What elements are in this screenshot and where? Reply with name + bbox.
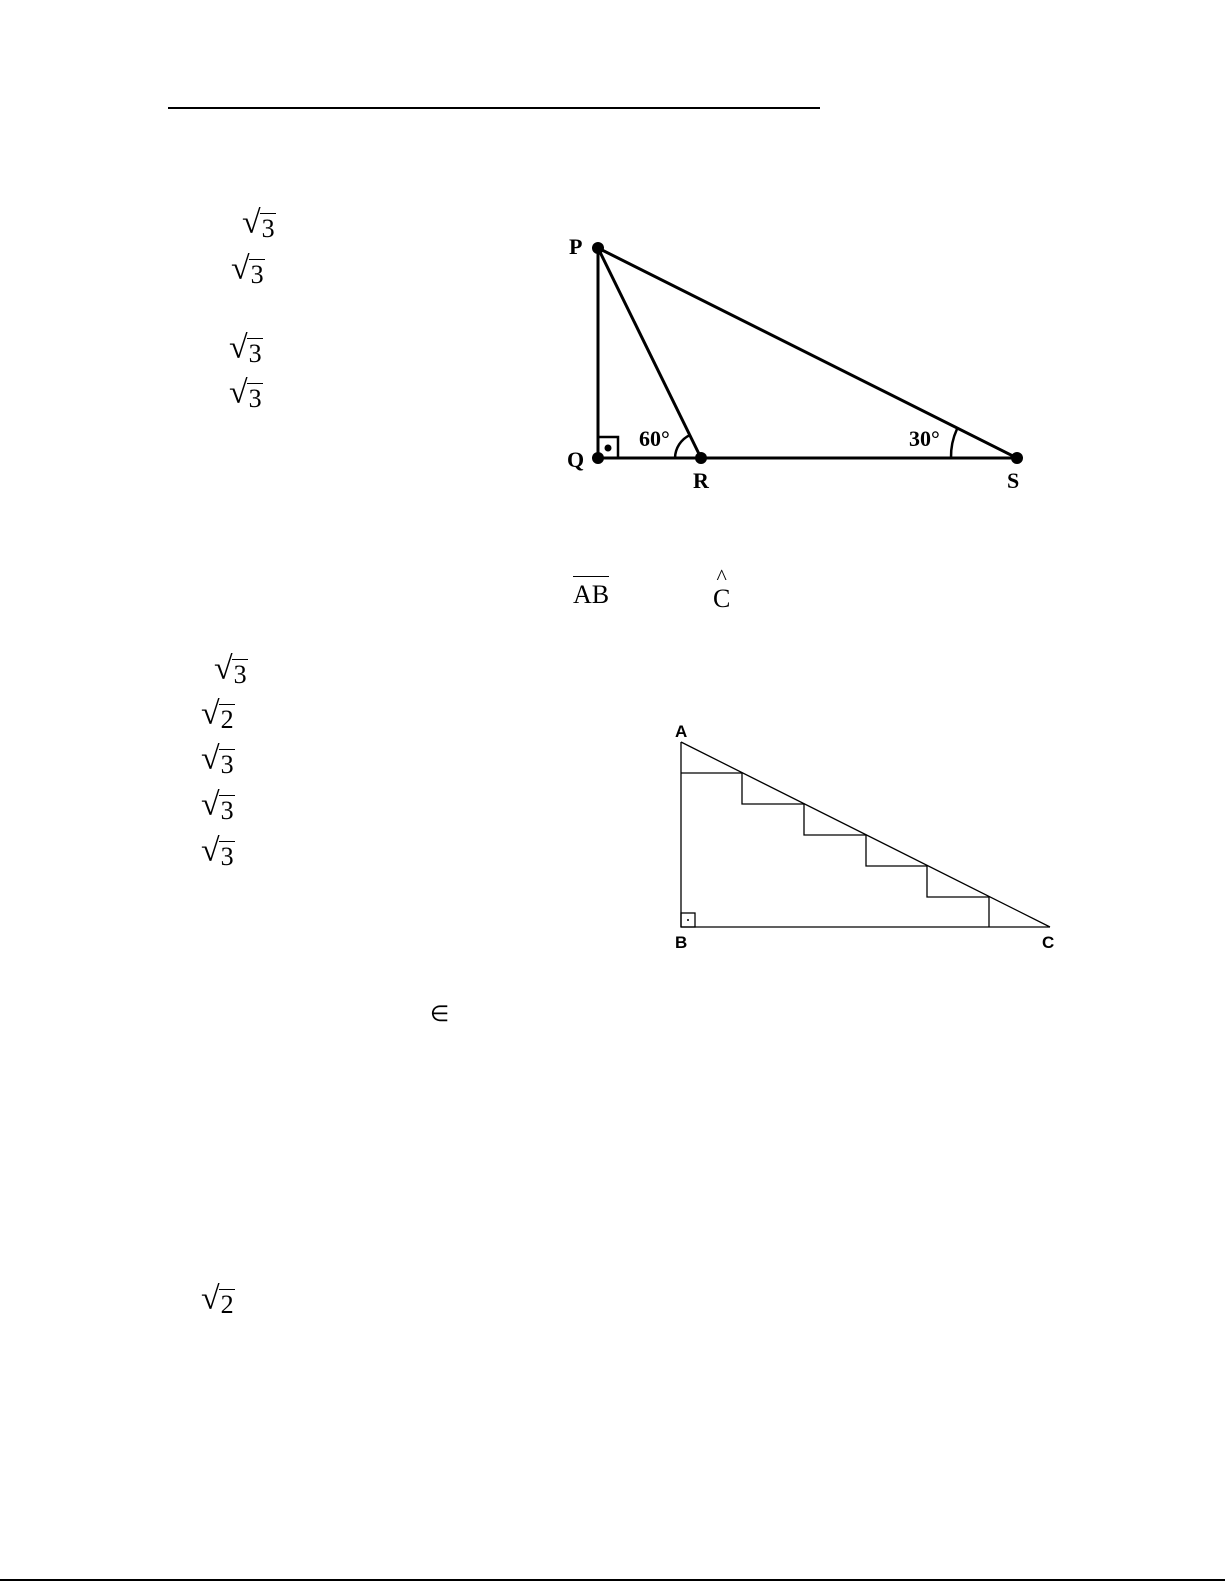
point-p xyxy=(592,242,604,254)
label-b: B xyxy=(675,933,688,952)
option-root-f: √ 2 xyxy=(201,695,234,734)
option-root-h: √ 3 xyxy=(201,786,234,825)
radicand: 3 xyxy=(248,384,262,413)
angle-arc-r xyxy=(675,435,690,458)
radicand: 3 xyxy=(233,660,247,689)
element-of-symbol: ∈ xyxy=(430,1001,450,1026)
staircase xyxy=(681,773,989,927)
option-root-i: √ 3 xyxy=(201,832,234,871)
footer-rule xyxy=(0,1579,1225,1581)
triangle-pqrs-figure xyxy=(555,230,1035,500)
label-a: A xyxy=(675,722,688,741)
radicand: 3 xyxy=(248,339,262,368)
option-root-d: √ 3 xyxy=(229,374,262,413)
radicand: 3 xyxy=(220,796,234,825)
angle-label-30: 30° xyxy=(909,426,940,451)
label-c: C xyxy=(1042,933,1055,952)
option-root-g: √ 3 xyxy=(201,740,234,779)
option-root-j: √ 2 xyxy=(201,1280,234,1319)
header-rule xyxy=(168,107,820,109)
right-angle-dot xyxy=(687,919,689,921)
label-r: R xyxy=(693,468,709,493)
option-root-a: √ 3 xyxy=(242,204,275,243)
label-q: Q xyxy=(567,447,585,472)
label-p: P xyxy=(569,234,583,259)
angle-arc-s xyxy=(951,429,957,458)
option-root-b: √ 3 xyxy=(231,250,264,289)
radicand: 3 xyxy=(220,750,234,779)
point-r xyxy=(695,452,707,464)
radicand: 3 xyxy=(261,214,275,243)
angle-c-label: ^ C xyxy=(713,564,731,613)
right-angle-dot xyxy=(605,445,612,452)
radicand: 3 xyxy=(220,842,234,871)
radicand: 2 xyxy=(220,705,234,734)
point-s xyxy=(1011,452,1023,464)
label-s: S xyxy=(1007,468,1020,493)
option-root-e: √ 3 xyxy=(214,650,247,689)
radicand: 2 xyxy=(220,1290,234,1319)
radicand: 3 xyxy=(250,260,264,289)
segment-ab-label: AB xyxy=(573,582,609,608)
point-q xyxy=(592,452,604,464)
staircase-triangle-figure xyxy=(665,715,1065,960)
angle-label-60: 60° xyxy=(639,426,670,451)
angle-hat: ^ xyxy=(716,564,727,589)
option-root-c: √ 3 xyxy=(229,329,262,368)
